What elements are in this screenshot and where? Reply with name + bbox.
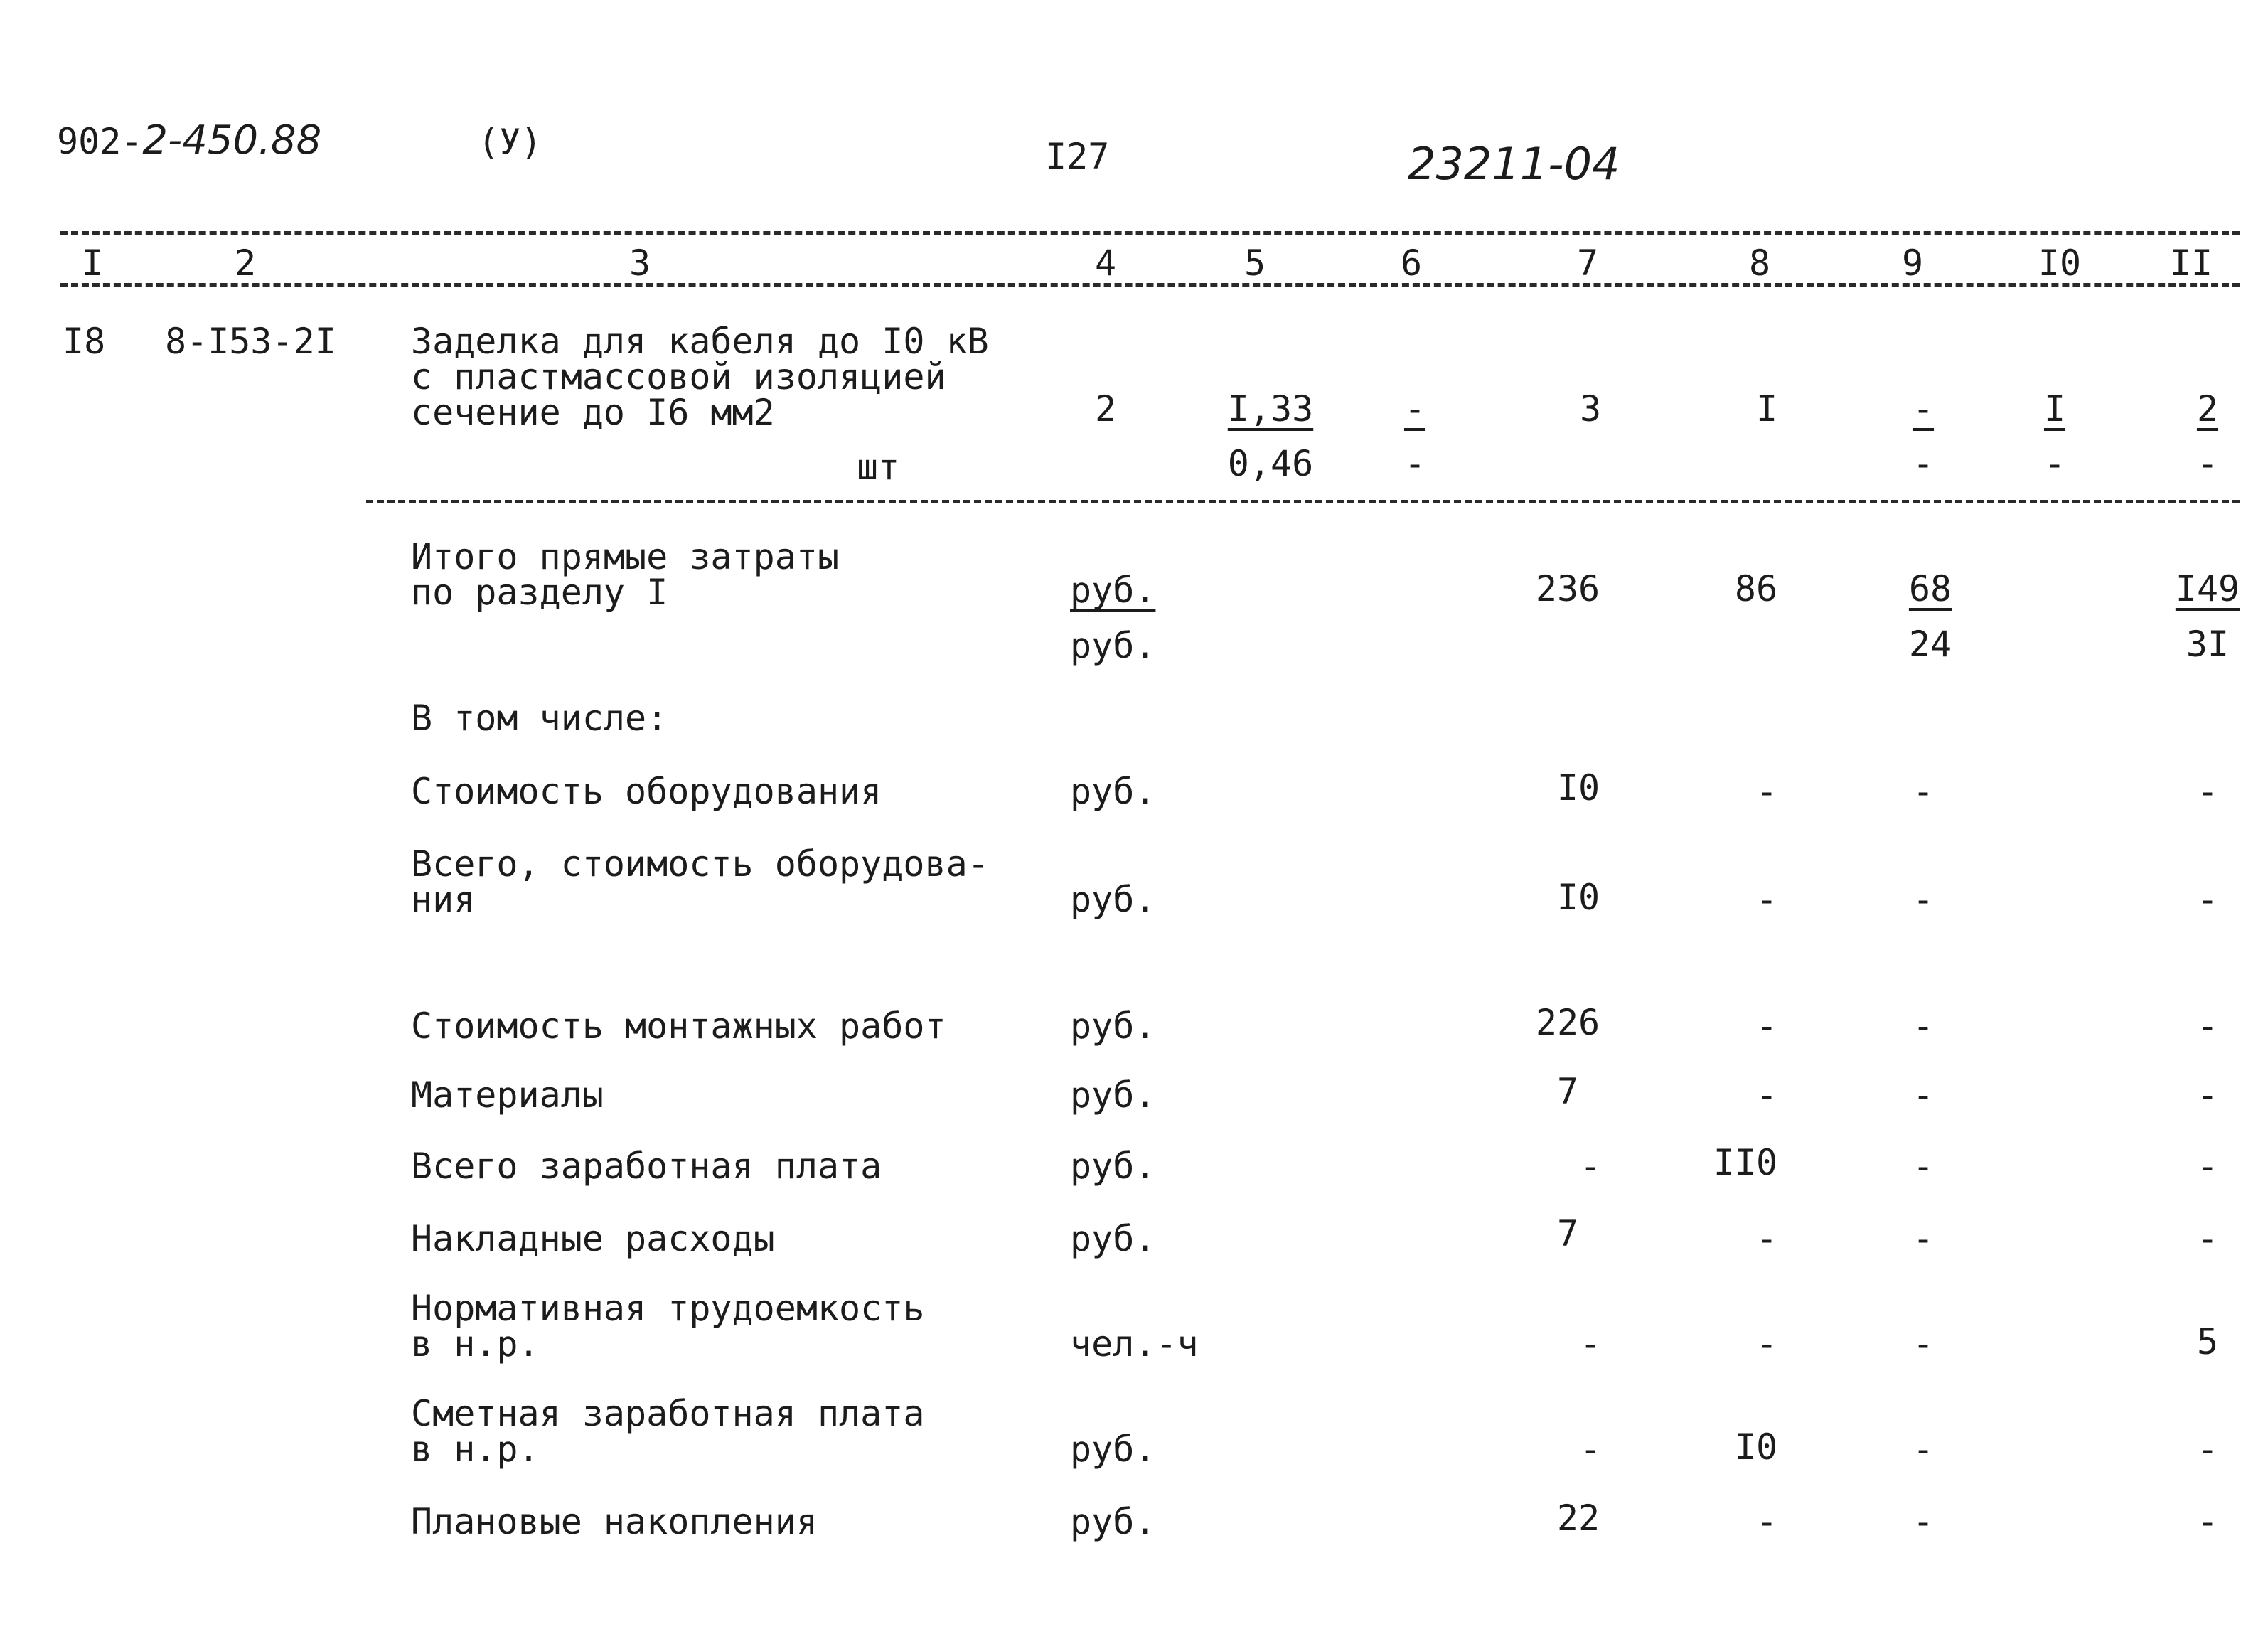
row-col8: - [1755, 771, 1778, 812]
summary-title [411, 536, 840, 613]
item-col11-top: 2 [2196, 388, 2219, 429]
row-label-line: в н.р. [411, 1429, 540, 1470]
item-col11-bottom: - [2196, 443, 2219, 484]
row-unit: руб. [1070, 771, 1156, 812]
row-label-line: Всего заработная плата [411, 1146, 882, 1187]
row-col7: 226 [1535, 1002, 1600, 1043]
document-number [57, 117, 322, 164]
column-header: I0 [2038, 242, 2082, 284]
item-col9-bottom: - [1912, 443, 1935, 484]
row-col8: II0 [1713, 1142, 1778, 1183]
row-col11: - [2196, 879, 2219, 920]
row-col8: - [1755, 1501, 1778, 1542]
row-col7: - [1579, 1429, 1602, 1470]
section-rule [366, 500, 2240, 503]
item-col8: I [1755, 388, 1778, 429]
item-code: 8-I53-2I [165, 321, 336, 362]
row-unit: руб. [1070, 1074, 1156, 1116]
summary-unit-top: руб. [1070, 570, 1156, 611]
row-label-line: Материалы [411, 1074, 604, 1116]
row-col11: - [2196, 1074, 2219, 1116]
row-unit: руб. [1070, 1146, 1156, 1187]
item-name-line: с пластмассовой изоляцией [411, 356, 946, 397]
page-number: I27 [1045, 136, 1110, 177]
row-unit: руб. [1070, 1005, 1156, 1047]
row-col11: - [2196, 1429, 2219, 1470]
column-header: 3 [628, 242, 651, 284]
row-label-line: Стоимость монтажных работ [411, 1005, 946, 1047]
summary-col11-bottom: 3I [2186, 624, 2230, 665]
item-col6-top: - [1403, 388, 1426, 429]
column-header: 9 [1901, 242, 1924, 284]
item-name [411, 321, 989, 433]
summary-unit-bottom: руб. [1070, 625, 1156, 666]
summary-col7: 236 [1535, 568, 1600, 609]
item-col10-bottom: - [2043, 443, 2066, 484]
column-header: I [81, 242, 104, 284]
column-header: 4 [1094, 242, 1117, 284]
row-label-line: Стоимость оборудования [411, 771, 882, 812]
row-label-line: в н.р. [411, 1323, 540, 1365]
item-col5-bottom: 0,46 [1227, 443, 1314, 484]
row-label-line: Накладные расходы [411, 1218, 775, 1259]
row-col9: - [1912, 1146, 1935, 1187]
row-unit: руб. [1070, 879, 1156, 920]
row-label-line: Всего, стоимость оборудова- [411, 843, 989, 885]
item-col4: 2 [1094, 388, 1117, 429]
row-col11: - [2196, 1218, 2219, 1259]
summary-title-line: по разделу I [411, 572, 668, 613]
row-label-line: Плановые накопления [411, 1501, 818, 1542]
column-header: 2 [234, 242, 257, 284]
row-col7: I0 [1556, 767, 1600, 808]
row-col8: - [1755, 879, 1778, 920]
row-col11: - [2196, 1501, 2219, 1542]
row-col7: 7 [1556, 1213, 1579, 1254]
item-position: I8 [63, 321, 106, 362]
item-col5-top: I,33 [1227, 388, 1314, 429]
row-col11: - [2196, 1146, 2219, 1187]
row-col8: - [1755, 1218, 1778, 1259]
item-col6-bottom: - [1403, 443, 1426, 484]
summary-col11-top: I49 [2175, 568, 2240, 609]
item-name-line: Заделка для кабеля до I0 кВ [411, 321, 989, 362]
document-number-handwritten: 2-450.88 [142, 117, 322, 164]
row-col9: - [1912, 771, 1935, 812]
row-col7: 22 [1556, 1497, 1600, 1539]
row-col8: I0 [1734, 1426, 1778, 1468]
item-col10-top: I [2043, 388, 2066, 429]
summary-col8: 86 [1734, 568, 1778, 609]
row-col8: - [1755, 1323, 1778, 1365]
row-col8: - [1755, 1074, 1778, 1116]
row-label-line: ния [411, 879, 476, 920]
row-col7: 7 [1556, 1071, 1579, 1112]
summary-col9-top: 68 [1908, 568, 1952, 609]
row-unit: чел.-ч [1070, 1323, 1199, 1365]
row-col9: - [1912, 1501, 1935, 1542]
column-header: II [2169, 242, 2213, 284]
row-unit: руб. [1070, 1501, 1156, 1542]
header-bottom-rule [60, 283, 2240, 287]
row-label-line: Сметная заработная плата [411, 1393, 925, 1434]
item-name-line: сечение до I6 мм2 [411, 392, 775, 433]
document-mark: (У) [478, 122, 542, 163]
row-col7: - [1579, 1323, 1602, 1365]
row-unit: руб. [1070, 1429, 1156, 1470]
row-col8: - [1755, 1005, 1778, 1047]
row-col7: I0 [1556, 877, 1600, 918]
summary-col9-bottom: 24 [1908, 624, 1952, 665]
row-col11: - [2196, 771, 2219, 812]
row-col11: - [2196, 1005, 2219, 1047]
column-header: 6 [1400, 242, 1423, 284]
document-number-prefix: 902- [57, 121, 143, 162]
row-unit: руб. [1070, 1218, 1156, 1259]
including-label: В том числе: [411, 698, 668, 739]
row-col9: - [1912, 1218, 1935, 1259]
item-col7: 3 [1579, 388, 1602, 429]
row-label-line: Нормативная трудоемкость [411, 1288, 925, 1329]
row-col9: - [1912, 1005, 1935, 1047]
document-code: 23211-04 [1408, 138, 1620, 190]
summary-title-line: Итого прямые затраты [411, 536, 840, 577]
item-col9-top: - [1912, 388, 1935, 429]
row-col9: - [1912, 1429, 1935, 1470]
item-unit: шт [857, 447, 900, 488]
row-col7: - [1579, 1146, 1602, 1187]
column-header: 7 [1576, 242, 1599, 284]
column-header: 8 [1748, 242, 1771, 284]
row-col9: - [1912, 1074, 1935, 1116]
row-col11: 5 [2196, 1321, 2219, 1362]
row-col9: - [1912, 1323, 1935, 1365]
column-header: 5 [1243, 242, 1266, 284]
row-col9: - [1912, 879, 1935, 920]
header-top-rule [60, 231, 2240, 235]
